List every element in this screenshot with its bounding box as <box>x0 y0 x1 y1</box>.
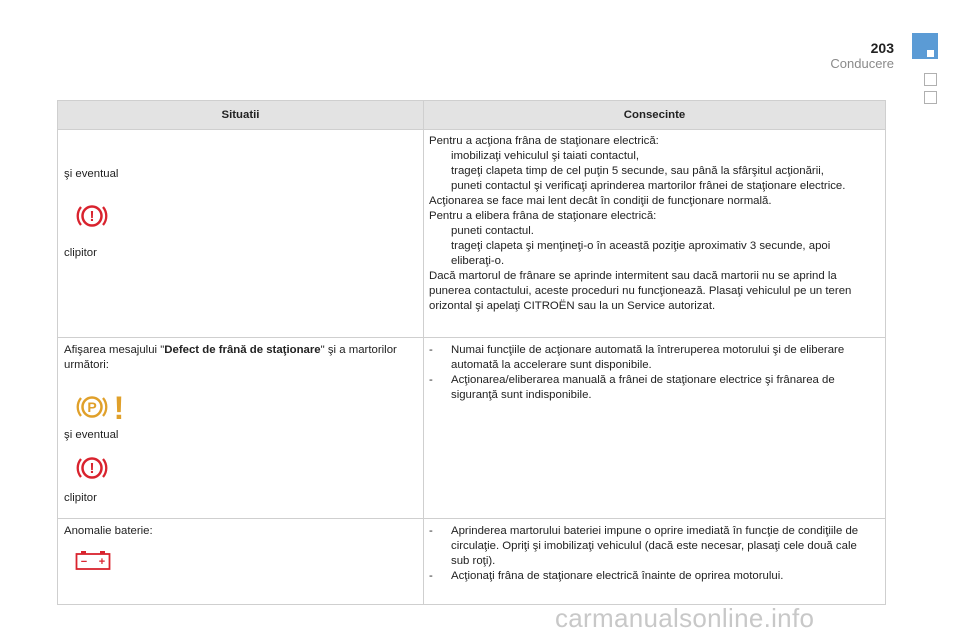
battery-plus: + <box>98 556 106 568</box>
battery-minus: − <box>80 556 88 568</box>
check-icon <box>429 179 451 194</box>
header-situatii: Situatii <box>58 101 424 130</box>
consequence-note: Pentru a elibera frâna de staţionare electrică: <box>429 210 657 222</box>
situation-text: Afişarea mesajului "Defect de frână de staţionare" şi a martorilor următori: <box>64 344 397 371</box>
battery-icon <box>75 549 111 571</box>
watermark: carmanualsonline.info <box>555 603 815 633</box>
parking-glyph: P <box>87 399 97 415</box>
exclamation-glyph: ! <box>89 208 95 225</box>
exclamation-glyph: ! <box>89 460 95 477</box>
situation-cell <box>58 519 424 605</box>
list-item: - Numai funcţiile de acţionare automată la întreruperea motorului şi de eliberare automată la accelerare sunt disponibile. <box>429 344 845 371</box>
section-tab-marker <box>912 33 938 59</box>
list-item: puneti contactul. <box>424 224 885 239</box>
consequence-cell <box>424 130 886 338</box>
consequence-cell <box>424 519 886 605</box>
situation-text: şi eventual <box>64 429 119 441</box>
brake-warning-icon <box>75 451 109 485</box>
section-title: Conducere <box>830 56 894 71</box>
list-item: puneti contactul şi verificaţi aprinderea martorilor frânei de staţionare electrice. <box>424 179 885 194</box>
situations-table <box>57 100 886 605</box>
check-icon <box>429 164 451 179</box>
check-icon <box>429 149 451 164</box>
consequence-intro: Pentru a acţiona frâna de staţionare electrică: <box>429 135 659 147</box>
check-icon <box>429 239 451 269</box>
situation-cell <box>58 338 424 519</box>
situation-cell <box>58 130 424 338</box>
list-item: - Acţionarea/eliberarea manuală a frânei de staţionare electrice şi frânarea de siguranţă sunt indisponibile. <box>429 374 835 401</box>
consequence-note: Acţionarea se face mai lent decât în condiţii de funcţionare normală. <box>429 195 772 207</box>
situation-text: clipitor <box>64 247 97 259</box>
table-row <box>58 130 886 338</box>
table-row <box>58 519 886 605</box>
header-consecinte: Consecinte <box>424 101 886 130</box>
table-row <box>58 338 886 519</box>
tab-dot <box>927 50 934 57</box>
section-tab-box-2 <box>924 91 937 104</box>
message-name: Defect de frână de staţionare <box>164 344 321 356</box>
list-item: - Acţionaţi frâna de staţionare electrică înainte de oprirea motorului. <box>429 570 784 582</box>
list-item: - Aprinderea martorului bateriei impune o oprire imediată în funcţie de condiţiile de circulaţie. Opriţi şi imobilizaţi vehiculul (dacă este necesar, plasaţi cele două cale sub roţi). <box>429 525 859 567</box>
consequence-outro: Dacă martorul de frânare se aprinde intermitent sau dacă martorii nu se aprind la punerea contactului, aceste proceduri nu funcţionează. Plasaţi vehiculul pe un teren orizontal şi apelaţi CITROËN sau la un Service autorizat. <box>429 270 852 312</box>
section-tab-box-1 <box>924 73 937 86</box>
consequence-cell <box>424 338 886 519</box>
list-item: imobilizaţi vehiculul şi taiati contactul, <box>424 149 885 164</box>
check-icon <box>429 224 451 239</box>
list-item: trageţi clapeta şi menţineţi-o în această poziţie aproximativ 3 secunde, apoi eliberaţi-o. <box>424 239 885 269</box>
parking-brake-fault-icon <box>75 390 131 424</box>
brake-warning-icon <box>75 199 109 233</box>
situation-text: clipitor <box>64 492 97 504</box>
exclamation-glyph: ! <box>113 390 125 424</box>
situation-text: Anomalie baterie: <box>64 525 153 537</box>
situation-text: şi eventual <box>64 168 119 180</box>
page-number: 203 <box>870 40 894 56</box>
list-item: trageţi clapeta timp de cel puţin 5 secunde, sau până la sfârşitul acţionării, <box>424 164 885 179</box>
table-header-row <box>58 101 886 130</box>
